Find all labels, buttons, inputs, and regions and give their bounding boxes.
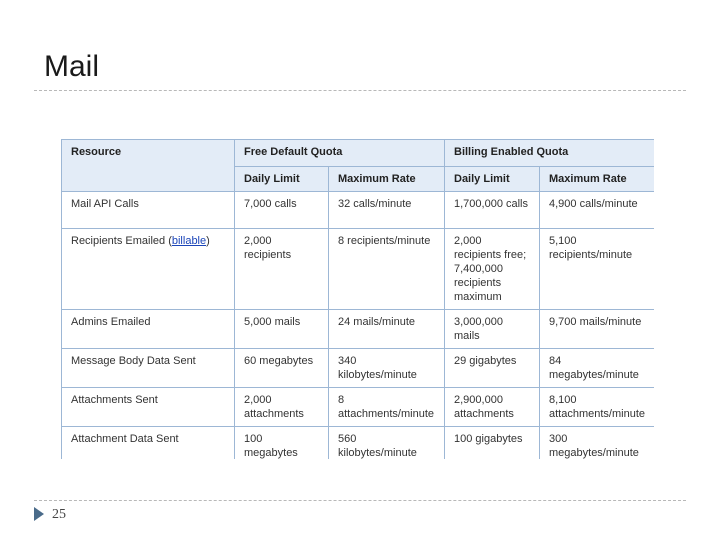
title-divider: [34, 90, 686, 91]
header-free-maximum-rate: Maximum Rate: [329, 167, 445, 192]
table-row: [62, 427, 655, 460]
cell-billing-rate: 9,700 mails/minute: [540, 310, 655, 349]
cell-billing-daily: 2,900,000 attachments: [445, 388, 540, 427]
resource-text: Recipients Emailed (: [71, 235, 172, 247]
bullet-arrow-icon: [34, 507, 44, 521]
table-row: [62, 349, 655, 388]
cell-billing-daily: 100 gigabytes: [445, 427, 540, 460]
cell-billing-rate: 4,900 calls/minute: [540, 192, 655, 229]
header-billing-daily-limit: Daily Limit: [445, 167, 540, 192]
cell-free-daily: 5,000 mails: [235, 310, 329, 349]
header-resource: Resource: [62, 140, 235, 192]
cell-free-rate: 340 kilobytes/minute: [329, 349, 445, 388]
header-billing-maximum-rate: Maximum Rate: [540, 167, 655, 192]
cell-billing-rate: 300 megabytes/minute: [540, 427, 655, 460]
cell-billing-rate: 84 megabytes/minute: [540, 349, 655, 388]
table-row: [62, 310, 655, 349]
billable-link[interactable]: billable: [171, 235, 207, 247]
table-row: [62, 229, 655, 310]
cell-free-daily: 60 megabytes: [235, 349, 329, 388]
cell-resource: Attachments Sent: [62, 388, 235, 427]
cell-free-rate: 8 recipients/minute: [329, 229, 445, 310]
cell-billing-daily: 3,000,000 mails: [445, 310, 540, 349]
cell-resource: Admins Emailed: [62, 310, 235, 349]
header-billing-enabled-quota: Billing Enabled Quota: [445, 140, 655, 167]
cell-free-daily: 7,000 calls: [235, 192, 329, 229]
table-row: [62, 192, 655, 229]
slide-title: Mail: [44, 50, 100, 83]
cell-resource: Mail API Calls: [62, 192, 235, 229]
cell-billing-daily: 29 gigabytes: [445, 349, 540, 388]
cell-free-rate: 24 mails/minute: [329, 310, 445, 349]
cell-resource: Attachment Data Sent: [62, 427, 235, 460]
cell-billing-daily: 2,000 recipients free; 7,400,000 recipients maximum: [445, 229, 540, 310]
page-number: 25: [52, 507, 66, 522]
table-row: [62, 388, 655, 427]
cell-billing-rate: 5,100 recipients/minute: [540, 229, 655, 310]
cell-resource: [62, 229, 235, 310]
cell-free-daily: 100 megabytes: [235, 427, 329, 460]
table-header-row: [62, 140, 655, 167]
cell-free-rate: 32 calls/minute: [329, 192, 445, 229]
cell-free-daily: 2,000 attachments: [235, 388, 329, 427]
cell-billing-rate: 8,100 attachments/minute: [540, 388, 655, 427]
header-free-default-quota: Free Default Quota: [235, 140, 445, 167]
header-free-daily-limit: Daily Limit: [235, 167, 329, 192]
cell-resource: Message Body Data Sent: [62, 349, 235, 388]
cell-billing-daily: 1,700,000 calls: [445, 192, 540, 229]
cell-free-rate: 560 kilobytes/minute: [329, 427, 445, 460]
cell-free-rate: 8 attachments/minute: [329, 388, 445, 427]
footer-divider: [34, 500, 686, 501]
resource-text-suffix: ): [206, 235, 210, 247]
quota-table: [61, 139, 654, 459]
cell-free-daily: 2,000 recipients: [235, 229, 329, 310]
quota-table-container: [61, 139, 654, 459]
